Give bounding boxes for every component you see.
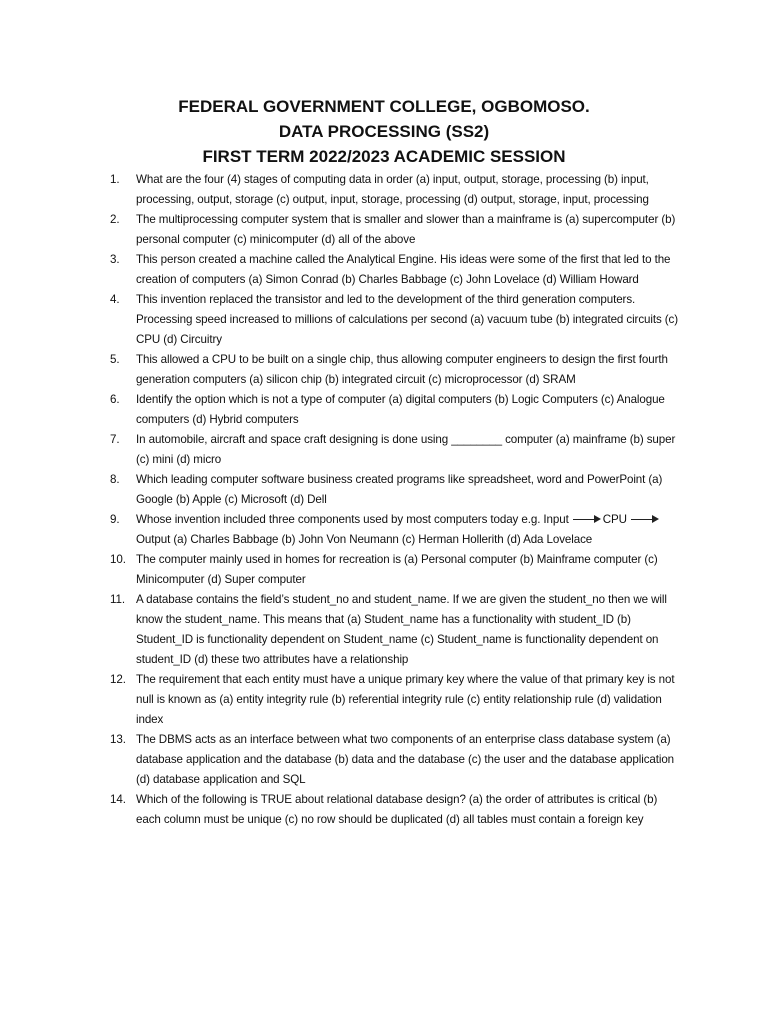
question-item (110, 350, 680, 390)
question-number: 7. (110, 433, 120, 446)
question-number: 6. (110, 393, 120, 406)
question-number: 4. (110, 293, 120, 306)
question-text: The DBMS acts as an interface between what two components of an enterprise class database system (a) database application and the database (b) data and the database (c) the user and the database application (d) database application and SQL (136, 733, 675, 786)
question-number: 1. (110, 173, 120, 186)
term-title: FIRST TERM 2022/2023 ACADEMIC SESSION (202, 147, 566, 166)
question-number: 14. (110, 793, 126, 806)
arrow-right-icon (573, 519, 599, 520)
question-item (110, 670, 680, 730)
document-header (0, 94, 768, 169)
question-number: 2. (110, 213, 120, 226)
question-item (110, 390, 680, 430)
question-text-cpu: CPU (602, 513, 627, 526)
school-name: FEDERAL GOVERNMENT COLLEGE, OGBOMOSO. (178, 97, 590, 116)
question-text: Whose invention included three components used by most computers today e.g. Input (136, 513, 569, 526)
question-text: Identify the option which is not a type of computer (a) digital computers (b) Logic Computers (c) Analogue computers (d) Hybrid computers (136, 393, 665, 426)
question-item (110, 590, 680, 670)
question-item (110, 430, 680, 470)
question-number: 11. (110, 593, 125, 606)
question-text-output: Output (a) Charles Babbage (b) John Von Neumann (c) Herman Hollerith (d) Ada Lovelace (136, 533, 593, 546)
question-list (110, 170, 680, 830)
question-text: Which of the following is TRUE about relational database design? (a) the order of attributes is critical (b) each column must be unique (c) no row should be duplicated (d) all tables must contain a foreign key (136, 793, 658, 826)
question-item (110, 510, 680, 550)
subject-title: DATA PROCESSING (SS2) (278, 122, 490, 141)
question-number: 10. (110, 553, 126, 566)
question-number: 3. (110, 253, 120, 266)
question-text: Which leading computer software business created programs like spreadsheet, word and PowerPoint (a) Google (b) Apple (c) Microsoft (d) Dell (136, 473, 663, 506)
arrow-right-icon (631, 519, 657, 520)
question-text: A database contains the field’s student_no and student_name. If we are given the student_no then we will know the student_name. This means that (a) Student_name has a functionality with student_ID (b) Student_ID is functionality dependent on Student_name (c) Student_name is functionality dependent on student_ID (d) these two attributes have a relationship (136, 593, 667, 666)
question-number: 13. (110, 733, 126, 746)
question-text: The requirement that each entity must have a unique primary key where the value of that primary key is not null is known as (a) entity integrity rule (b) referential integrity rule (c) entity relationship rule (d) validation index (136, 673, 675, 726)
question-text: The multiprocessing computer system that is smaller and slower than a mainframe is (a) supercomputer (b) personal computer (c) minicomputer (d) all of the above (136, 213, 676, 246)
question-item (110, 790, 680, 830)
question-number: 5. (110, 353, 120, 366)
question-item (110, 730, 680, 790)
question-text: This invention replaced the transistor and led to the development of the third generation computers. Processing speed increased to millions of calculations per second (a) vacuum tube (b) integrated circuits (c) CPU (d) Circuitry (136, 293, 678, 346)
question-text: What are the four (4) stages of computing data in order (a) input, output, storage, processing (b) input, processing, output, storage (c) output, input, storage, processing (d) output, storage, input, processing (136, 173, 649, 206)
question-item (110, 550, 680, 590)
question-item (110, 210, 680, 250)
question-item (110, 250, 680, 290)
question-item (110, 470, 680, 510)
question-item (110, 290, 680, 350)
question-text: This allowed a CPU to be built on a single chip, thus allowing computer engineers to design the first fourth generation computers (a) silicon chip (b) integrated circuit (c) microprocessor (d) SRAM (136, 353, 668, 386)
question-text: In automobile, aircraft and space craft designing is done using ________ computer (a) mainframe (b) super (c) mini (d) micro (136, 433, 676, 466)
question-text: This person created a machine called the Analytical Engine. His ideas were some of the first that led to the creation of computers (a) Simon Conrad (b) Charles Babbage (c) John Lovelace (d) William Howard (136, 253, 671, 286)
question-number: 12. (110, 673, 126, 686)
question-item (110, 170, 680, 210)
question-number: 8. (110, 473, 120, 486)
question-text: The computer mainly used in homes for recreation is (a) Personal computer (b) Mainframe computer (c) Minicomputer (d) Super computer (136, 553, 658, 586)
question-number: 9. (110, 513, 120, 526)
